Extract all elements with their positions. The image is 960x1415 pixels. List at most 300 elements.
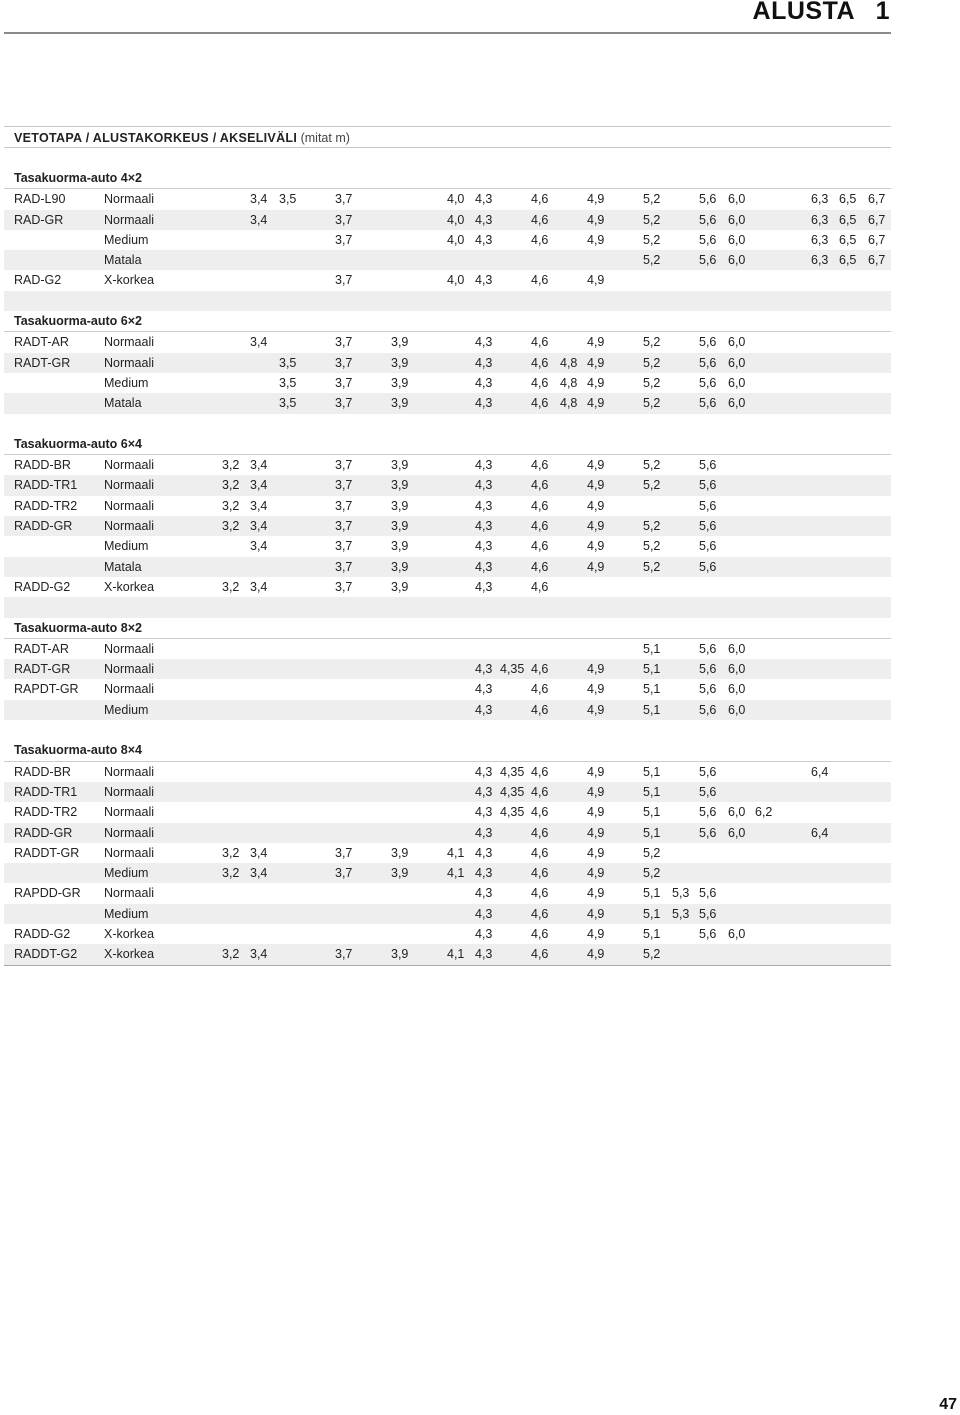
wheelbase-cell: 6,0: [728, 212, 746, 227]
section-spacer: [4, 597, 891, 617]
wheelbase-cell: 3,7: [335, 579, 353, 594]
height-cell: Medium: [104, 906, 149, 921]
section-header: [4, 740, 891, 761]
table-row: [4, 944, 891, 965]
wheelbase-cell: 3,4: [250, 458, 268, 473]
wheelbase-cell: 4,6: [531, 764, 549, 779]
wheelbase-cell: 6,0: [728, 335, 746, 350]
wheelbase-cell: 6,5: [839, 232, 857, 247]
wheelbase-cell: 5,1: [643, 784, 661, 799]
wheelbase-cell: 6,3: [811, 212, 829, 227]
wheelbase-cell: 4,3: [475, 355, 493, 370]
wheelbase-cell: 4,6: [531, 478, 549, 493]
wheelbase-cell: 3,7: [335, 232, 353, 247]
section-spacer: [4, 414, 891, 434]
wheelbase-cell: 5,6: [699, 192, 717, 207]
wheelbase-cell: 4,9: [587, 192, 605, 207]
wheelbase-cell: 5,6: [699, 375, 717, 390]
table-row: [4, 536, 891, 556]
wheelbase-cell: 3,4: [250, 335, 268, 350]
model-cell: RADD-TR1: [14, 478, 78, 493]
wheelbase-cell: 4,6: [531, 498, 549, 513]
wheelbase-cell: 3,9: [391, 579, 409, 594]
table-row: [4, 455, 891, 475]
wheelbase-cell: 4,6: [531, 355, 549, 370]
height-cell: X-korkea: [104, 926, 155, 941]
wheelbase-cell: 3,4: [250, 478, 268, 493]
section-title: Tasakuorma-auto 8×4: [14, 743, 142, 758]
table-row: [4, 270, 891, 290]
wheelbase-cell: 3,7: [335, 947, 353, 962]
wheelbase-cell: 5,2: [643, 253, 661, 268]
table-row: [4, 863, 891, 883]
wheelbase-cell: 6,4: [811, 825, 829, 840]
wheelbase-cell: 5,1: [643, 682, 661, 697]
table-row: [4, 496, 891, 516]
model-cell: RAD-L90: [14, 192, 66, 207]
wheelbase-cell: 3,7: [335, 539, 353, 554]
section-header: [4, 434, 891, 455]
wheelbase-cell: 5,6: [699, 253, 717, 268]
wheelbase-cell: 4,6: [531, 232, 549, 247]
table-row: [4, 557, 891, 577]
wheelbase-cell: 4,35: [500, 805, 525, 820]
wheelbase-cell: 5,2: [643, 539, 661, 554]
wheelbase-cell: 5,6: [699, 702, 717, 717]
wheelbase-cell: 4,3: [475, 335, 493, 350]
wheelbase-cell: 6,3: [811, 253, 829, 268]
wheelbase-cell: 4,9: [587, 702, 605, 717]
table-row: [4, 332, 891, 352]
wheelbase-cell: 3,9: [391, 519, 409, 534]
table-row: [4, 189, 891, 209]
wheelbase-cell: 4,3: [475, 825, 493, 840]
wheelbase-cell: 3,7: [335, 559, 353, 574]
wheelbase-cell: 5,6: [699, 519, 717, 534]
height-cell: Medium: [104, 375, 149, 390]
wheelbase-cell: 6,4: [811, 764, 829, 779]
wheelbase-cell: 4,8: [560, 396, 578, 411]
wheelbase-cell: 3,7: [335, 192, 353, 207]
wheelbase-cell: 4,9: [587, 375, 605, 390]
wheelbase-cell: 3,7: [335, 478, 353, 493]
wheelbase-cell: 5,2: [643, 559, 661, 574]
wheelbase-cell: 3,7: [335, 866, 353, 881]
table-row: [4, 802, 891, 822]
wheelbase-cell: 3,5: [279, 355, 297, 370]
height-cell: Normaali: [104, 784, 155, 799]
wheelbase-cell: 3,9: [391, 498, 409, 513]
wheelbase-cell: 4,3: [475, 519, 493, 534]
wheelbase-cell: 5,2: [643, 947, 661, 962]
section-title: Tasakuorma-auto 4×2: [14, 171, 142, 185]
wheelbase-cell: 6,0: [728, 926, 746, 941]
wheelbase-cell: 5,3: [672, 886, 690, 901]
wheelbase-cell: 3,9: [391, 396, 409, 411]
wheelbase-cell: 5,6: [699, 682, 717, 697]
wheelbase-cell: 4,6: [531, 662, 549, 677]
wheelbase-cell: 3,9: [391, 866, 409, 881]
height-cell: Normaali: [104, 192, 155, 207]
section-header: [4, 618, 891, 639]
wheelbase-cell: 4,8: [560, 355, 578, 370]
wheelbase-cell: 6,0: [728, 805, 746, 820]
section-title: Tasakuorma-auto 6×4: [14, 436, 142, 451]
wheelbase-cell: 3,7: [335, 355, 353, 370]
wheelbase-cell: 4,9: [587, 458, 605, 473]
page-number: 47: [939, 1396, 957, 1413]
section-header: [4, 168, 891, 189]
wheelbase-cell: 6,0: [728, 396, 746, 411]
section-spacer: [4, 291, 891, 311]
wheelbase-cell: 4,6: [531, 396, 549, 411]
wheelbase-cell: 4,6: [531, 805, 549, 820]
model-cell: RADT-AR: [14, 641, 69, 656]
wheelbase-cell: 4,6: [531, 579, 549, 594]
table-row: [4, 762, 891, 782]
wheelbase-cell: 4,3: [475, 784, 493, 799]
wheelbase-cell: 4,6: [531, 845, 549, 860]
wheelbase-cell: 5,6: [699, 825, 717, 840]
model-cell: RADD-TR2: [14, 805, 78, 820]
wheelbase-cell: 4,9: [587, 212, 605, 227]
height-cell: Normaali: [104, 641, 155, 656]
wheelbase-cell: 4,3: [475, 559, 493, 574]
wheelbase-cell: 4,9: [587, 478, 605, 493]
model-cell: RADD-GR: [14, 825, 73, 840]
wheelbase-cell: 5,3: [672, 906, 690, 921]
wheelbase-cell: 3,2: [222, 947, 240, 962]
wheelbase-cell: 3,7: [335, 458, 353, 473]
wheelbase-cell: 5,6: [699, 539, 717, 554]
wheelbase-cell: 4,6: [531, 375, 549, 390]
wheelbase-cell: 3,2: [222, 579, 240, 594]
wheelbase-cell: 4,6: [531, 702, 549, 717]
wheelbase-cell: 5,1: [643, 926, 661, 941]
wheelbase-cell: 3,7: [335, 845, 353, 860]
wheelbase-cell: 6,0: [728, 825, 746, 840]
wheelbase-cell: 3,7: [335, 519, 353, 534]
wheelbase-cell: 4,9: [587, 498, 605, 513]
wheelbase-cell: 5,6: [699, 926, 717, 941]
wheelbase-cell: 4,6: [531, 212, 549, 227]
wheelbase-cell: 3,4: [250, 498, 268, 513]
wheelbase-cell: 4,3: [475, 764, 493, 779]
wheelbase-cell: 4,6: [531, 335, 549, 350]
height-cell: X-korkea: [104, 579, 155, 594]
height-cell: X-korkea: [104, 273, 155, 288]
table-row: [4, 679, 891, 699]
wheelbase-cell: 5,6: [699, 886, 717, 901]
height-cell: Normaali: [104, 825, 155, 840]
wheelbase-cell: 4,3: [475, 886, 493, 901]
wheelbase-cell: 5,1: [643, 641, 661, 656]
wheelbase-cell: 6,0: [728, 192, 746, 207]
wheelbase-cell: 4,3: [475, 947, 493, 962]
model-cell: RADT-AR: [14, 335, 69, 350]
wheelbase-cell: 6,7: [868, 232, 886, 247]
wheelbase-cell: 3,4: [250, 192, 268, 207]
wheelbase-cell: 3,2: [222, 845, 240, 860]
wheelbase-cell: 4,9: [587, 559, 605, 574]
wheelbase-cell: 6,3: [811, 192, 829, 207]
wheelbase-cell: 3,4: [250, 212, 268, 227]
header-chapter-number: 1: [875, 0, 890, 25]
wheelbase-cell: 4,3: [475, 906, 493, 921]
wheelbase-cell: 3,9: [391, 845, 409, 860]
height-cell: X-korkea: [104, 947, 155, 962]
wheelbase-cell: 5,6: [699, 396, 717, 411]
wheelbase-cell: 4,3: [475, 702, 493, 717]
wheelbase-cell: 4,35: [500, 662, 525, 677]
wheelbase-cell: 4,9: [587, 232, 605, 247]
wheelbase-cell: 3,2: [222, 519, 240, 534]
model-cell: RAD-GR: [14, 212, 64, 227]
wheelbase-cell: 4,0: [447, 232, 465, 247]
wheelbase-cell: 4,6: [531, 825, 549, 840]
wheelbase-cell: 4,9: [587, 825, 605, 840]
wheelbase-cell: 3,4: [250, 539, 268, 554]
wheelbase-cell: 5,6: [699, 764, 717, 779]
wheelbase-cell: 5,2: [643, 478, 661, 493]
wheelbase-cell: 6,0: [728, 641, 746, 656]
wheelbase-cell: 3,5: [279, 396, 297, 411]
wheelbase-cell: 6,0: [728, 375, 746, 390]
table-row: [4, 782, 891, 802]
wheelbase-cell: 4,6: [531, 539, 549, 554]
model-cell: RADT-GR: [14, 662, 71, 677]
wheelbase-cell: 5,2: [643, 232, 661, 247]
model-cell: RADD-TR2: [14, 498, 78, 513]
wheelbase-cell: 4,3: [475, 539, 493, 554]
wheelbase-cell: 5,1: [643, 662, 661, 677]
wheelbase-cell: 3,5: [279, 192, 297, 207]
wheelbase-cell: 4,3: [475, 579, 493, 594]
wheelbase-cell: 4,6: [531, 947, 549, 962]
wheelbase-cell: 4,3: [475, 375, 493, 390]
wheelbase-cell: 5,6: [699, 559, 717, 574]
wheelbase-cell: 3,9: [391, 559, 409, 574]
wheelbase-cell: 5,6: [699, 906, 717, 921]
wheelbase-cell: 4,6: [531, 682, 549, 697]
table-row: [4, 250, 891, 270]
wheelbase-cell: 5,2: [643, 375, 661, 390]
wheelbase-cell: 6,0: [728, 662, 746, 677]
wheelbase-cell: 5,1: [643, 886, 661, 901]
table-row: [4, 659, 891, 679]
wheelbase-cell: 4,35: [500, 784, 525, 799]
model-cell: RAD-G2: [14, 273, 62, 288]
table-row: [4, 823, 891, 843]
wheelbase-cell: 4,9: [587, 805, 605, 820]
wheelbase-cell: 3,9: [391, 539, 409, 554]
model-cell: RADDT-GR: [14, 845, 80, 860]
wheelbase-cell: 4,3: [475, 845, 493, 860]
table-row: [4, 516, 891, 536]
wheelbase-cell: 4,6: [531, 886, 549, 901]
wheelbase-cell: 6,5: [839, 253, 857, 268]
wheelbase-cell: 5,1: [643, 702, 661, 717]
wheelbase-cell: 4,1: [447, 866, 465, 881]
wheelbase-cell: 4,0: [447, 212, 465, 227]
model-cell: RAPDT-GR: [14, 682, 79, 697]
table-row: [4, 639, 891, 659]
wheelbase-cell: 3,7: [335, 375, 353, 390]
wheelbase-cell: 4,9: [587, 396, 605, 411]
wheelbase-cell: 3,9: [391, 458, 409, 473]
header-rule: [4, 32, 891, 34]
wheelbase-cell: 4,6: [531, 519, 549, 534]
wheelbase-cell: 3,9: [391, 355, 409, 370]
wheelbase-cell: 5,6: [699, 662, 717, 677]
height-cell: Normaali: [104, 355, 155, 370]
wheelbase-cell: 4,1: [447, 845, 465, 860]
wheelbase-cell: 4,9: [587, 866, 605, 881]
height-cell: Normaali: [104, 886, 155, 901]
wheelbase-cell: 5,6: [699, 355, 717, 370]
table-title: [4, 126, 891, 148]
wheelbase-cell: 4,3: [475, 232, 493, 247]
height-cell: Normaali: [104, 764, 155, 779]
wheelbase-cell: 5,2: [643, 845, 661, 860]
height-cell: Medium: [104, 232, 149, 247]
wheelbase-cell: 4,3: [475, 458, 493, 473]
table-row: [4, 353, 891, 373]
height-cell: Normaali: [104, 498, 155, 513]
height-cell: Normaali: [104, 212, 155, 227]
wheelbase-cell: 4,9: [587, 947, 605, 962]
table-row: [4, 843, 891, 863]
wheelbase-cell: 5,6: [699, 784, 717, 799]
wheelbase-cell: 6,0: [728, 232, 746, 247]
wheelbase-cell: 4,0: [447, 192, 465, 207]
wheelbase-cell: 4,6: [531, 458, 549, 473]
wheelbase-cell: 5,2: [643, 192, 661, 207]
wheelbase-table: [4, 168, 891, 966]
wheelbase-cell: 6,0: [728, 682, 746, 697]
wheelbase-cell: 3,4: [250, 579, 268, 594]
wheelbase-cell: 4,9: [587, 539, 605, 554]
wheelbase-cell: 4,3: [475, 273, 493, 288]
height-cell: Normaali: [104, 335, 155, 350]
wheelbase-cell: 4,9: [587, 335, 605, 350]
height-cell: Matala: [104, 559, 142, 574]
wheelbase-cell: 3,7: [335, 335, 353, 350]
section-title: Tasakuorma-auto 6×2: [14, 314, 142, 329]
height-cell: Normaali: [104, 458, 155, 473]
wheelbase-cell: 5,6: [699, 805, 717, 820]
table-row: [4, 577, 891, 597]
wheelbase-cell: 5,2: [643, 396, 661, 411]
wheelbase-cell: 4,9: [587, 355, 605, 370]
wheelbase-cell: 3,2: [222, 458, 240, 473]
wheelbase-cell: 3,9: [391, 478, 409, 493]
wheelbase-cell: 5,6: [699, 232, 717, 247]
wheelbase-cell: 5,2: [643, 519, 661, 534]
table-row: [4, 210, 891, 230]
wheelbase-cell: 3,7: [335, 273, 353, 288]
wheelbase-cell: 5,1: [643, 906, 661, 921]
height-cell: Normaali: [104, 478, 155, 493]
height-cell: Normaali: [104, 682, 155, 697]
wheelbase-cell: 3,2: [222, 498, 240, 513]
height-cell: Normaali: [104, 519, 155, 534]
wheelbase-cell: 5,6: [699, 641, 717, 656]
model-cell: RADD-BR: [14, 764, 71, 779]
wheelbase-cell: 5,2: [643, 355, 661, 370]
wheelbase-cell: 4,6: [531, 273, 549, 288]
wheelbase-cell: 4,1: [447, 947, 465, 962]
wheelbase-cell: 4,9: [587, 906, 605, 921]
section-title: Tasakuorma-auto 8×2: [14, 620, 142, 635]
wheelbase-cell: 4,9: [587, 845, 605, 860]
table-row: [4, 393, 891, 413]
wheelbase-cell: 3,4: [250, 519, 268, 534]
height-cell: Normaali: [104, 845, 155, 860]
wheelbase-cell: 3,9: [391, 375, 409, 390]
wheelbase-cell: 3,7: [335, 396, 353, 411]
wheelbase-cell: 4,3: [475, 662, 493, 677]
wheelbase-cell: 6,7: [868, 253, 886, 268]
wheelbase-cell: 4,3: [475, 396, 493, 411]
wheelbase-cell: 6,0: [728, 355, 746, 370]
wheelbase-cell: 6,2: [755, 805, 773, 820]
wheelbase-cell: 4,3: [475, 192, 493, 207]
wheelbase-cell: 5,2: [643, 866, 661, 881]
wheelbase-cell: 5,6: [699, 335, 717, 350]
height-cell: Medium: [104, 539, 149, 554]
wheelbase-cell: 5,6: [699, 498, 717, 513]
wheelbase-cell: 4,6: [531, 784, 549, 799]
height-cell: Normaali: [104, 662, 155, 677]
wheelbase-cell: 3,5: [279, 375, 297, 390]
wheelbase-cell: 4,3: [475, 805, 493, 820]
table-row: [4, 904, 891, 924]
height-cell: Medium: [104, 702, 149, 717]
wheelbase-cell: 4,9: [587, 273, 605, 288]
wheelbase-cell: 5,1: [643, 805, 661, 820]
wheelbase-cell: 3,2: [222, 478, 240, 493]
wheelbase-cell: 6,5: [839, 192, 857, 207]
wheelbase-cell: 4,9: [587, 784, 605, 799]
table-row: [4, 700, 891, 720]
wheelbase-cell: 3,4: [250, 845, 268, 860]
model-cell: RADD-BR: [14, 458, 71, 473]
wheelbase-cell: 4,3: [475, 926, 493, 941]
section-spacer: [4, 720, 891, 740]
model-cell: RAPDD-GR: [14, 886, 81, 901]
wheelbase-cell: 3,2: [222, 866, 240, 881]
height-cell: Matala: [104, 396, 142, 411]
wheelbase-cell: 4,3: [475, 866, 493, 881]
wheelbase-cell: 3,9: [391, 947, 409, 962]
wheelbase-cell: 4,6: [531, 906, 549, 921]
page-header-title: [753, 0, 890, 26]
model-cell: RADD-G2: [14, 926, 71, 941]
table-row: [4, 924, 891, 944]
wheelbase-cell: 3,4: [250, 947, 268, 962]
wheelbase-cell: 4,3: [475, 478, 493, 493]
table-row: [4, 883, 891, 903]
model-cell: RADD-TR1: [14, 784, 78, 799]
wheelbase-cell: 4,9: [587, 764, 605, 779]
wheelbase-cell: 5,2: [643, 458, 661, 473]
wheelbase-cell: 4,6: [531, 926, 549, 941]
table-title-text: VETOTAPA / ALUSTAKORKEUS / AKSELIVÄLI: [14, 131, 298, 145]
wheelbase-cell: 4,8: [560, 375, 578, 390]
wheelbase-cell: 4,6: [531, 559, 549, 574]
model-cell: RADT-GR: [14, 355, 71, 370]
